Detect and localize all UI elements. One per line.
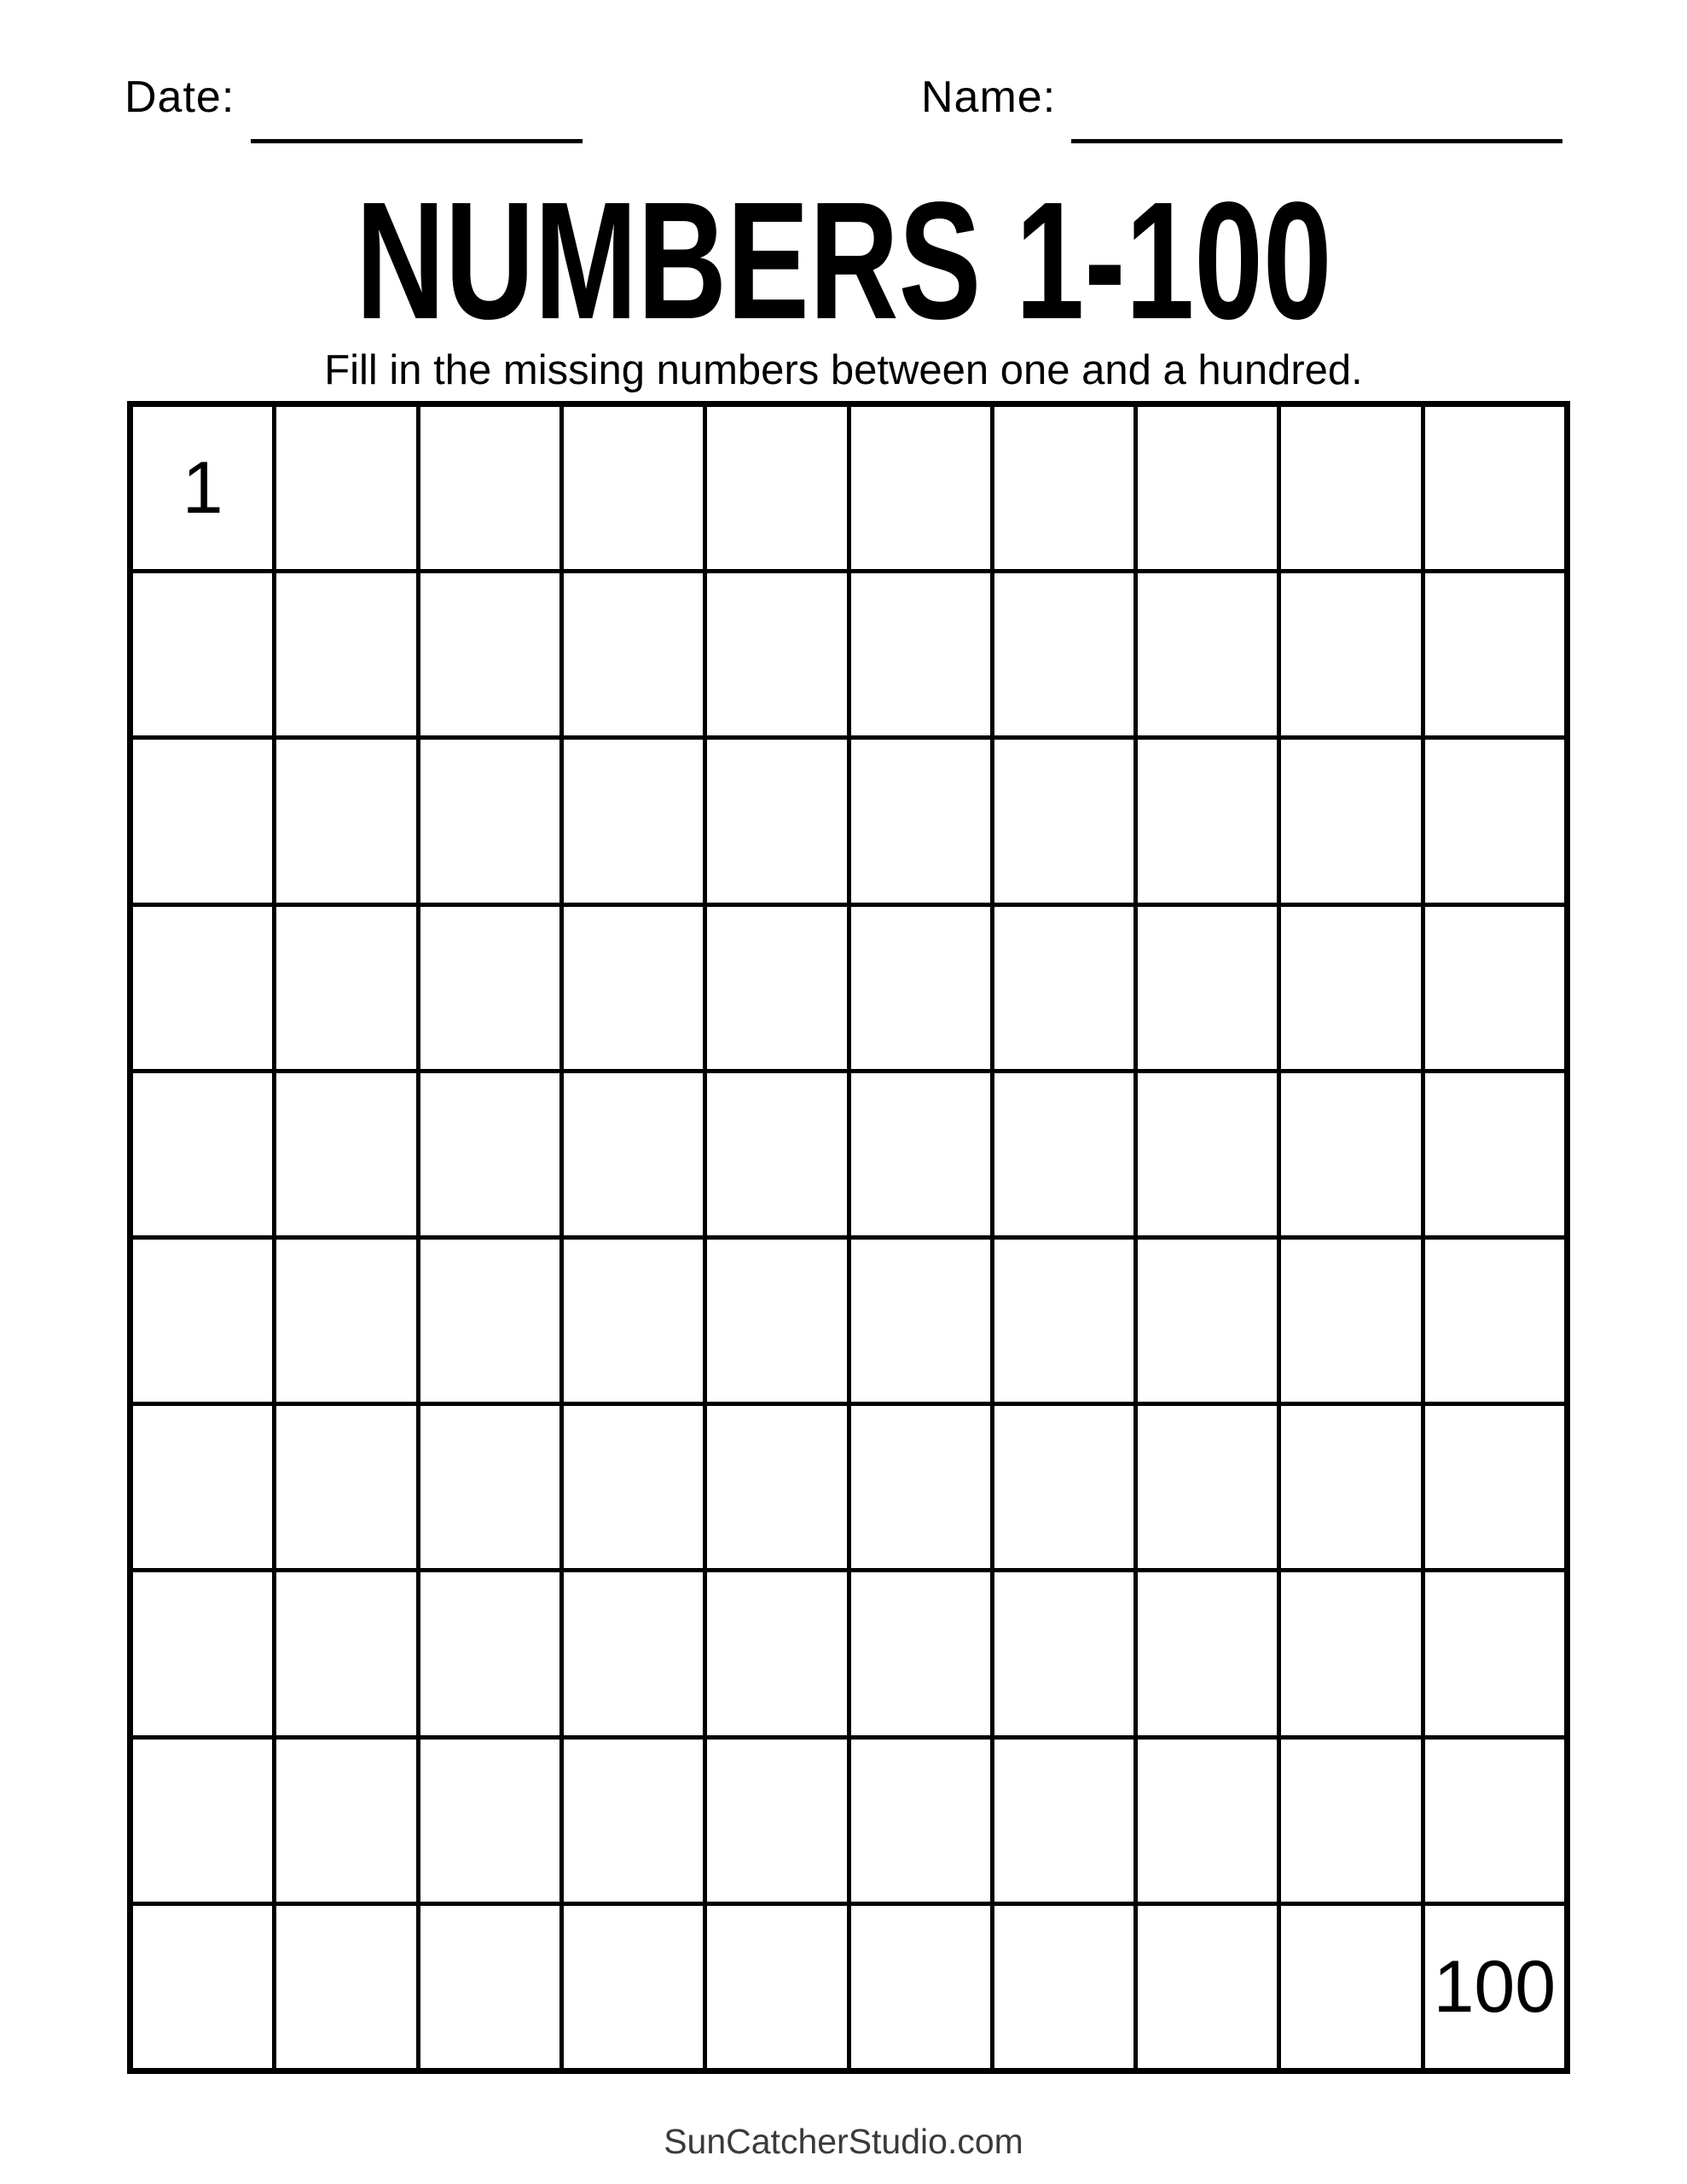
grid-cell-r7c1[interactable] xyxy=(133,1406,272,1568)
page-title-text: NUMBERS 1-100 xyxy=(355,167,1332,354)
date-write-line[interactable] xyxy=(251,139,583,143)
grid-cell-r2c10[interactable] xyxy=(1425,573,1564,735)
grid-cell-r1c9[interactable] xyxy=(1281,407,1420,569)
grid-cell-r4c1[interactable] xyxy=(133,907,272,1069)
page-title xyxy=(0,167,1687,354)
grid-cell-r2c4[interactable] xyxy=(564,573,703,735)
grid-cell-r2c1[interactable] xyxy=(133,573,272,735)
grid-cell-r6c4[interactable] xyxy=(564,1240,703,1402)
grid-cell-r1c10[interactable] xyxy=(1425,407,1564,569)
grid-cell-r6c7[interactable] xyxy=(994,1240,1133,1402)
grid-cell-r4c7[interactable] xyxy=(994,907,1133,1069)
grid-cell-r8c9[interactable] xyxy=(1281,1572,1420,1734)
grid-cell-r4c10[interactable] xyxy=(1425,907,1564,1069)
grid-cell-r9c8[interactable] xyxy=(1138,1740,1277,1902)
grid-cell-r10c4[interactable] xyxy=(564,1906,703,2068)
grid-cell-r5c3[interactable] xyxy=(420,1073,559,1235)
grid-cell-r1c8[interactable] xyxy=(1138,407,1277,569)
grid-cell-r1c6[interactable] xyxy=(851,407,990,569)
grid-cell-r4c5[interactable] xyxy=(707,907,846,1069)
grid-cell-r2c9[interactable] xyxy=(1281,573,1420,735)
grid-cell-r3c2[interactable] xyxy=(276,740,415,902)
grid-cell-r1c2[interactable] xyxy=(276,407,415,569)
grid-cell-r6c10[interactable] xyxy=(1425,1240,1564,1402)
grid-cell-r7c4[interactable] xyxy=(564,1406,703,1568)
grid-cell-r10c7[interactable] xyxy=(994,1906,1133,2068)
grid-cell-r7c7[interactable] xyxy=(994,1406,1133,1568)
grid-cell-r3c1[interactable] xyxy=(133,740,272,902)
grid-cell-r7c10[interactable] xyxy=(1425,1406,1564,1568)
grid-cell-r9c1[interactable] xyxy=(133,1740,272,1902)
grid-cell-r8c6[interactable] xyxy=(851,1572,990,1734)
grid-cell-r3c7[interactable] xyxy=(994,740,1133,902)
grid-cell-r10c3[interactable] xyxy=(420,1906,559,2068)
grid-cell-r8c5[interactable] xyxy=(707,1572,846,1734)
grid-cell-r3c9[interactable] xyxy=(1281,740,1420,902)
grid-cell-r9c4[interactable] xyxy=(564,1740,703,1902)
name-write-line[interactable] xyxy=(1071,139,1562,143)
grid-cell-r10c9[interactable] xyxy=(1281,1906,1420,2068)
grid-cell-r6c9[interactable] xyxy=(1281,1240,1420,1402)
grid-cell-r2c3[interactable] xyxy=(420,573,559,735)
grid-cell-r2c6[interactable] xyxy=(851,573,990,735)
grid-cell-r3c4[interactable] xyxy=(564,740,703,902)
grid-cell-r2c2[interactable] xyxy=(276,573,415,735)
grid-cell-r8c2[interactable] xyxy=(276,1572,415,1734)
grid-cell-r4c6[interactable] xyxy=(851,907,990,1069)
grid-cell-r9c2[interactable] xyxy=(276,1740,415,1902)
grid-cell-r6c1[interactable] xyxy=(133,1240,272,1402)
grid-cell-r9c5[interactable] xyxy=(707,1740,846,1902)
grid-cell-r7c9[interactable] xyxy=(1281,1406,1420,1568)
grid-cell-r3c6[interactable] xyxy=(851,740,990,902)
grid-cell-r7c6[interactable] xyxy=(851,1406,990,1568)
grid-cell-r8c1[interactable] xyxy=(133,1572,272,1734)
grid-cell-r4c2[interactable] xyxy=(276,907,415,1069)
grid-cell-r10c8[interactable] xyxy=(1138,1906,1277,2068)
grid-cell-r5c6[interactable] xyxy=(851,1073,990,1235)
grid-cell-r7c8[interactable] xyxy=(1138,1406,1277,1568)
grid-cell-r8c10[interactable] xyxy=(1425,1572,1564,1734)
grid-cell-r1c5[interactable] xyxy=(707,407,846,569)
grid-cell-r6c8[interactable] xyxy=(1138,1240,1277,1402)
grid-cell-r5c10[interactable] xyxy=(1425,1073,1564,1235)
grid-cell-r1c4[interactable] xyxy=(564,407,703,569)
grid-cell-r5c2[interactable] xyxy=(276,1073,415,1235)
grid-cell-r5c1[interactable] xyxy=(133,1073,272,1235)
grid-cell-r7c5[interactable] xyxy=(707,1406,846,1568)
grid-cell-r6c5[interactable] xyxy=(707,1240,846,1402)
grid-cell-r3c8[interactable] xyxy=(1138,740,1277,902)
grid-cell-r6c3[interactable] xyxy=(420,1240,559,1402)
grid-cell-r4c3[interactable] xyxy=(420,907,559,1069)
grid-cell-r2c5[interactable] xyxy=(707,573,846,735)
name-label: Name: xyxy=(921,73,1057,122)
grid-cell-r5c4[interactable] xyxy=(564,1073,703,1235)
grid-cell-r8c3[interactable] xyxy=(420,1572,559,1734)
grid-cell-r6c6[interactable] xyxy=(851,1240,990,1402)
grid-cell-r10c1[interactable] xyxy=(133,1906,272,2068)
page-instructions: Fill in the missing numbers between one and a hundred. xyxy=(324,347,1363,393)
grid-cell-r10c5[interactable] xyxy=(707,1906,846,2068)
grid-cell-r8c4[interactable] xyxy=(564,1572,703,1734)
date-label: Date: xyxy=(125,73,235,122)
grid-cell-r3c5[interactable] xyxy=(707,740,846,902)
grid-cell-r8c8[interactable] xyxy=(1138,1572,1277,1734)
grid-cell-r8c7[interactable] xyxy=(994,1572,1133,1734)
grid-cell-r5c5[interactable] xyxy=(707,1073,846,1235)
grid-cell-r5c9[interactable] xyxy=(1281,1073,1420,1235)
grid-cell-r3c3[interactable] xyxy=(420,740,559,902)
grid-cell-r7c3[interactable] xyxy=(420,1406,559,1568)
grid-cell-r6c2[interactable] xyxy=(276,1240,415,1402)
grid-cell-r4c9[interactable] xyxy=(1281,907,1420,1069)
grid-cell-r9c10[interactable] xyxy=(1425,1740,1564,1902)
grid-cell-r9c6[interactable] xyxy=(851,1740,990,1902)
grid-cell-prefilled-100: 100 xyxy=(1425,1906,1564,2068)
grid-cell-r10c2[interactable] xyxy=(276,1906,415,2068)
footer-credit: SunCatcherStudio.com xyxy=(664,2122,1023,2161)
grid-cell-r1c3[interactable] xyxy=(420,407,559,569)
grid-cell-r2c8[interactable] xyxy=(1138,573,1277,735)
grid-cell-r1c7[interactable] xyxy=(994,407,1133,569)
grid-cell-prefilled-1: 1 xyxy=(133,407,272,569)
grid-cell-r2c7[interactable] xyxy=(994,573,1133,735)
grid-cell-r5c7[interactable] xyxy=(994,1073,1133,1235)
grid-cell-r4c8[interactable] xyxy=(1138,907,1277,1069)
grid-cell-r9c3[interactable] xyxy=(420,1740,559,1902)
grid-cell-r4c4[interactable] xyxy=(564,907,703,1069)
grid-cell-r7c2[interactable] xyxy=(276,1406,415,1568)
grid-cell-r10c6[interactable] xyxy=(851,1906,990,2068)
number-grid xyxy=(127,401,1570,2074)
grid-cell-r3c10[interactable] xyxy=(1425,740,1564,902)
grid-cell-r9c9[interactable] xyxy=(1281,1740,1420,1902)
grid-cell-r5c8[interactable] xyxy=(1138,1073,1277,1235)
grid-cell-r9c7[interactable] xyxy=(994,1740,1133,1902)
